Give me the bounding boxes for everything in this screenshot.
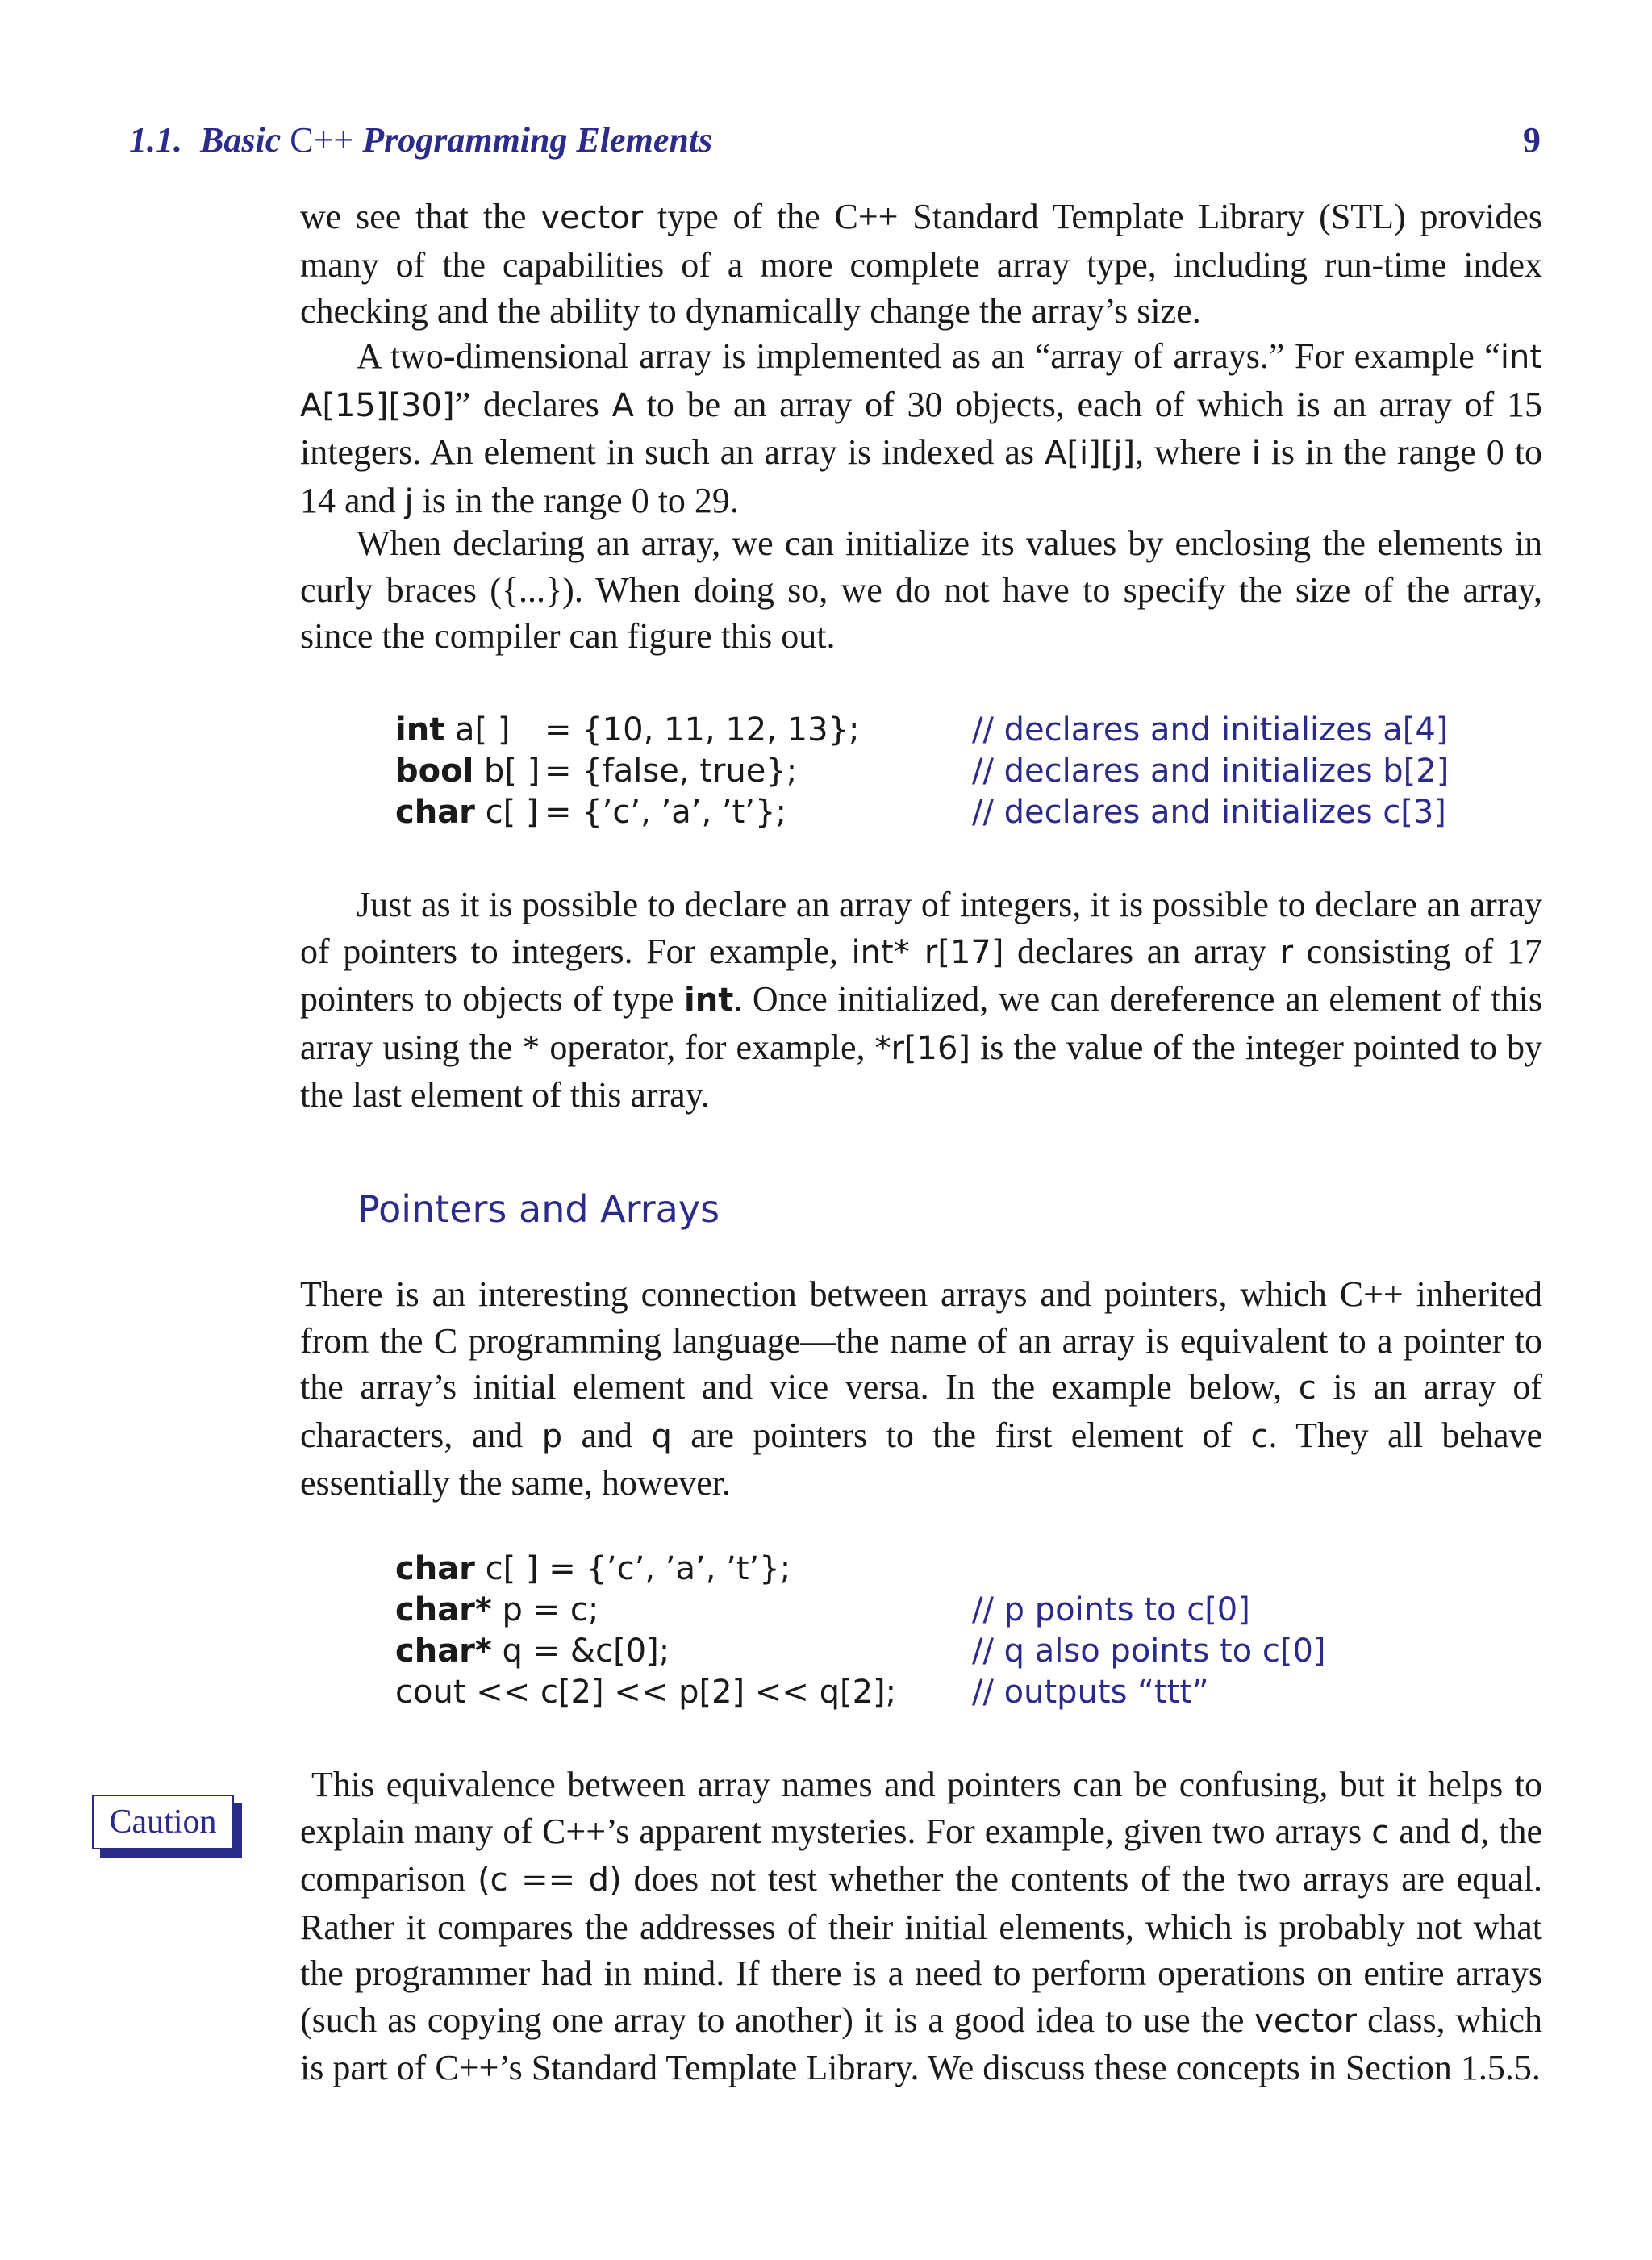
code-var: a[ ]	[444, 711, 511, 748]
code-line	[395, 1631, 1525, 1672]
code-statement	[395, 1590, 599, 1631]
inline-code: p	[541, 1417, 563, 1455]
text-run: A two-dimensional array is implemented as an “array of arrays.” For example “	[357, 336, 1500, 376]
code-block-array-init	[395, 710, 1525, 833]
text-run: is an array of characters, and	[300, 1367, 1542, 1455]
code-initializer: = {10, 11, 12, 13};	[544, 711, 860, 748]
chapter-section-title	[129, 119, 712, 161]
section-title-part: Basic	[200, 120, 282, 160]
text-run: , where	[1135, 432, 1252, 472]
code-comment: // declares and initializes b[2]	[972, 753, 1450, 790]
paragraph-text	[300, 882, 1542, 1119]
paragraph-text	[300, 333, 1542, 525]
inline-code: vector	[1254, 2002, 1358, 2040]
keyword: char*	[395, 1632, 492, 1670]
inline-code: c	[1298, 1370, 1316, 1407]
code-decl	[395, 751, 540, 792]
code-decl	[395, 792, 539, 833]
code-initializer: = {’c’, ’a’, ’t’};	[544, 794, 786, 831]
text-run: ” declares	[454, 384, 612, 424]
section-title-part: C++	[290, 120, 354, 160]
code-line	[395, 751, 1525, 792]
text-run: Just as it is possible to declare an array of integers, it is possible to declare an array of pointers to integers. For example,	[300, 885, 1542, 971]
section-number: 1.1.	[129, 120, 182, 160]
text-run: to be an array of 30 objects, each of which is an array of 15 integers. An element in such an array is indexed as	[300, 384, 1543, 472]
text-run: declares an array	[1003, 931, 1280, 971]
code-text: c[ ] = {’c’, ’a’, ’t’};	[474, 1550, 791, 1587]
code-text: q = &c[0];	[491, 1632, 670, 1670]
code-var: b[ ]	[473, 753, 540, 790]
code-initializer: = {false, true};	[544, 753, 798, 790]
inline-code: *r[16]	[874, 1029, 971, 1067]
paragraph	[300, 1271, 1542, 1507]
text-run: type of the C++ Standard Template Library (STL) provides many of the capabilities of a more complete array type, including run-time index checking and the ability to dynamically change the array’s size.	[300, 197, 1542, 331]
inline-code: int A[15][30]	[300, 339, 1542, 424]
code-comment: // declares and initializes c[3]	[972, 794, 1446, 831]
text-run: does not test whether the contents of the two arrays are equal. Rather it compares the addresses of their initial elements, which is probably not what the programmer had in mind. If there is a need to perform operations on entire arrays (such as copying one array to another) it is a good idea to use the	[300, 1859, 1542, 2040]
keyword: char	[395, 1550, 475, 1587]
code-comment: // outputs “ttt”	[972, 1674, 1209, 1711]
paragraph-text	[300, 1271, 1542, 1507]
paragraph	[300, 194, 1542, 335]
section-title-part: Programming Elements	[362, 120, 713, 160]
code-comment: // q also points to c[0]	[972, 1632, 1326, 1670]
code-line	[395, 710, 1525, 751]
paragraph-text	[300, 1762, 1542, 2091]
inline-code: d	[1459, 1813, 1481, 1851]
keyword: char	[395, 794, 475, 831]
text-run: is in the range 0 to 14 and	[300, 432, 1542, 520]
inline-code: c	[1250, 1417, 1269, 1455]
running-head	[129, 119, 1541, 168]
code-line	[395, 1672, 1525, 1713]
paragraph	[300, 1762, 1542, 2091]
code-line	[395, 1590, 1525, 1631]
keyword: int	[395, 711, 445, 748]
paragraph-text: When declaring an array, we can initialize its values by enclosing the elements in curly braces ({...}). When doing so, we do not have to specify the size of the array, since the compiler can figure this out.	[300, 523, 1542, 656]
code-statement	[395, 1672, 896, 1713]
caution-callout: Caution	[92, 1795, 234, 1849]
keyword: bool	[395, 753, 474, 790]
code-comment: // declares and initializes a[4]	[972, 711, 1449, 748]
code-line	[395, 792, 1525, 833]
code-text: p = c;	[491, 1591, 599, 1628]
code-statement	[395, 1549, 791, 1590]
text-run: . Once initialized, we can dereference an element of this array using the * operator, for example,	[300, 979, 1543, 1067]
keyword: char*	[395, 1591, 492, 1628]
inline-code: A[i][j]	[1045, 435, 1136, 472]
text-run: , the comparison	[300, 1811, 1543, 1899]
inline-code: A	[611, 386, 635, 424]
inline-code: i	[1251, 435, 1261, 472]
paragraph	[300, 882, 1542, 1119]
text-run: and	[1389, 1811, 1460, 1851]
inline-code: r	[1279, 933, 1294, 971]
inline-code: j	[404, 482, 414, 520]
code-statement	[395, 1631, 670, 1672]
code-block-pointers	[395, 1549, 1525, 1713]
text-run: and	[562, 1415, 652, 1455]
text-run: . They all behave essentially the same, however.	[300, 1415, 1542, 1503]
paragraph	[300, 333, 1542, 525]
text-run: is the value of the integer pointed to by the last element of this array.	[300, 1027, 1542, 1115]
code-text: cout << c[2] << p[2] << q[2];	[395, 1674, 897, 1711]
code-var: c[ ]	[474, 794, 539, 831]
inline-code: (c == d)	[478, 1862, 622, 1899]
section-heading: Pointers and Arrays	[357, 1187, 720, 1231]
text-run: This equivalence between array names and pointers can be confusing, but it helps to explain many of C++’s apparent mysteries. For example, given two arrays	[300, 1765, 1542, 1851]
text-run: is in the range 0 to 29.	[413, 480, 739, 520]
inline-code: vector	[540, 199, 644, 236]
inline-code: int* r[17]	[851, 933, 1004, 971]
text-run: consisting of 17 pointers to objects of type	[300, 931, 1543, 1019]
paragraph-text	[300, 194, 1542, 335]
paragraph	[300, 520, 1542, 660]
text-run: There is an interesting connection between arrays and pointers, which C++ inherited from the C programming language—the name of an array is equivalent to a pointer to the array’s initial element and vice versa. In the example below,	[300, 1274, 1542, 1407]
inline-keyword: int	[684, 982, 734, 1019]
text-run: class, which is part of C++’s Standard Template Library. We discuss these concepts in Section 1.5.5.	[300, 1999, 1542, 2087]
text-run: are pointers to the first element of	[671, 1415, 1251, 1455]
page-number: 9	[1523, 120, 1541, 160]
code-comment: // p points to c[0]	[972, 1591, 1250, 1628]
code-decl	[395, 710, 510, 751]
inline-code: c	[1371, 1813, 1390, 1851]
text-run: we see that the	[300, 197, 541, 236]
inline-code: q	[651, 1417, 672, 1455]
code-line	[395, 1549, 1525, 1590]
